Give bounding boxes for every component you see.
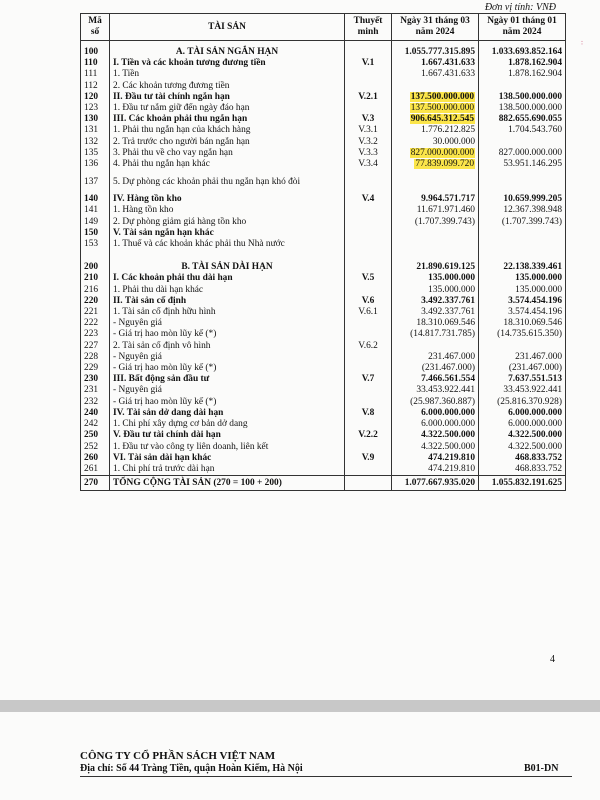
row-code: 229: [84, 363, 99, 374]
row-name: IV. Hàng tồn kho: [113, 194, 182, 205]
row-name: 1. Đầu tư nắm giữ đến ngày đáo hạn: [113, 103, 250, 114]
row-value-2024-03-31: 135.000.000: [428, 273, 475, 284]
table-row: [81, 58, 566, 69]
row-value-2024-01-01: 882.655.690.055: [498, 114, 562, 125]
row-code: 120: [84, 91, 99, 102]
row-value-2024-03-31: 21.890.619.125: [416, 262, 475, 273]
row-value-2024-01-01: 1.878.162.904: [508, 58, 562, 69]
row-note: V.6: [361, 295, 375, 306]
row-note: V.3.4: [358, 159, 378, 170]
row-name: 2. Các khoản tương đương tiền: [113, 80, 230, 91]
row-value-2024-01-01: 3.574.454.196: [508, 295, 562, 306]
row-value-2024-03-31: 474.219.810: [428, 452, 475, 463]
row-code: 137: [84, 176, 99, 187]
row-name: I. Tiền và các khoản tương đương tiền: [113, 58, 266, 69]
table-row: [81, 170, 566, 194]
unit-label: Đơn vị tính: VNĐ: [484, 2, 556, 13]
row-value-2024-01-01: 4.322.500.000: [508, 441, 562, 452]
row-value-2024-01-01: (14.735.615.350): [497, 329, 562, 340]
table-row: [81, 307, 566, 318]
row-name: - Nguyên giá: [113, 351, 162, 362]
table-row: [81, 318, 566, 329]
row-name: 1. Thuế và các khoản khác phải thu Nhà nước: [113, 239, 285, 250]
row-code: 261: [84, 463, 99, 474]
table-row: [81, 47, 566, 58]
row-value-2024-03-31: 1.077.667.935.020: [404, 477, 475, 488]
row-value-2024-01-01: 138.500.000.000: [498, 103, 562, 114]
header-divider: [80, 776, 572, 777]
row-name: 1. Chi phí xây dựng cơ bản dở dang: [113, 419, 248, 430]
row-name: 2. Tài sản cố định vô hình: [113, 340, 211, 351]
row-value-2024-03-31: 474.219.810: [428, 463, 475, 474]
row-value-2024-01-01: 6.000.000.000: [508, 407, 562, 418]
row-note: V.5: [361, 273, 375, 284]
row-name: V. Đầu tư tài chính dài hạn: [113, 430, 221, 441]
row-value-2024-03-31: 137.500.000.000: [410, 103, 474, 114]
row-note: V.3.2: [358, 136, 378, 147]
row-name: 3. Phải thu về cho vay ngắn hạn: [113, 147, 233, 158]
row-value-2024-03-31: (14.817.731.785): [410, 329, 475, 340]
row-value-2024-03-31: 9.964.571.717: [421, 194, 475, 205]
row-code: 210: [84, 273, 99, 284]
row-value-2024-03-31: 3.492.337.761: [421, 307, 475, 318]
table-row: [81, 285, 566, 296]
row-value-2024-03-31: 77.839.099.720: [415, 159, 474, 170]
row-name: IV. Tài sản dở dang dài hạn: [113, 407, 224, 418]
row-code: 223: [84, 329, 99, 340]
table-row: [81, 464, 566, 476]
row-value-2024-03-31: 231.467.000: [428, 351, 475, 362]
table-row: [81, 239, 566, 250]
row-value-2024-01-01: (1.707.399.743): [501, 216, 562, 227]
row-name: - Giá trị hao mòn lũy kế (*): [113, 363, 217, 374]
row-code: 100: [84, 47, 99, 57]
row-value-2024-01-01: 12.367.398.948: [503, 205, 562, 216]
row-code: 216: [84, 284, 99, 295]
form-code: B01-DN: [524, 763, 559, 774]
row-value-2024-03-31: 4.322.500.000: [421, 430, 475, 441]
row-code: 240: [84, 407, 99, 418]
row-code: 130: [84, 114, 99, 125]
header-col2: Ngày 01 tháng 01 năm 2024: [479, 14, 566, 41]
row-note: V.3.3: [358, 147, 378, 158]
row-code: 111: [84, 69, 98, 80]
row-value-2024-03-31: 1.667.431.633: [421, 58, 475, 69]
row-name: II. Tài sản cố định: [113, 295, 187, 306]
row-value-2024-01-01: 468.833.752: [515, 463, 562, 474]
table-row: [81, 273, 566, 284]
table-row: [81, 262, 566, 273]
row-value-2024-03-31: 3.492.337.761: [421, 295, 475, 306]
row-name: A. TÀI SẢN NGẮN HẠN: [175, 47, 279, 57]
row-name: V. Tài sản ngắn hạn khác: [113, 227, 214, 238]
row-value-2024-01-01: 10.659.999.205: [503, 194, 562, 205]
row-value-2024-01-01: 1.878.162.904: [508, 69, 562, 80]
row-value-2024-03-31: 1.055.777.315.895: [404, 47, 475, 57]
table-row: [81, 374, 566, 385]
row-value-2024-01-01: (25.816.370.928): [497, 396, 562, 407]
row-code: 135: [84, 147, 99, 158]
row-value-2024-03-31: 6.000.000.000: [421, 419, 475, 430]
row-name: 1. Tài sản cố định hữu hình: [113, 307, 216, 318]
row-code: 227: [84, 340, 99, 351]
row-code: 260: [84, 452, 99, 463]
row-code: 136: [84, 159, 99, 170]
row-value-2024-03-31: 1.667.431.633: [421, 69, 475, 80]
row-code: 112: [84, 80, 98, 91]
row-name: 1. Phải thu dài hạn khác: [113, 284, 204, 295]
table-row: [81, 114, 566, 125]
row-note: V.2.1: [358, 91, 378, 102]
row-value-2024-01-01: 18.310.069.546: [503, 318, 562, 329]
row-value-2024-01-01: 22.138.339.461: [503, 262, 562, 273]
header-note: Thuyết minh: [345, 14, 392, 41]
table-row: [81, 453, 566, 464]
row-value-2024-01-01: 53.951.146.295: [503, 159, 562, 170]
row-name: TỔNG CỘNG TÀI SẢN (270 = 100 + 200): [113, 477, 282, 488]
row-value-2024-03-31: 30.000.000: [432, 136, 475, 147]
row-code: 228: [84, 351, 99, 362]
table-row: [81, 194, 566, 205]
table-row: [81, 159, 566, 170]
table-row: [81, 217, 566, 228]
row-code: 131: [84, 125, 99, 136]
row-value-2024-03-31: (231.467.000): [421, 363, 475, 374]
row-name: VI. Tài sản dài hạn khác: [113, 452, 212, 463]
row-note: V.3.1: [358, 125, 378, 136]
row-value-2024-03-31: 135.000.000: [428, 284, 475, 295]
row-name: 2. Dự phòng giảm giá hàng tồn kho: [113, 216, 247, 227]
table-row: [81, 296, 566, 307]
row-value-2024-03-31: 18.310.069.546: [416, 318, 475, 329]
row-note: V.7: [361, 374, 375, 385]
table-header-row: [81, 14, 566, 41]
row-name: 1. Đầu tư vào công ty liên doanh, liên kết: [113, 441, 269, 452]
row-note: V.6.2: [358, 340, 378, 351]
row-code: 221: [84, 307, 99, 318]
row-value-2024-03-31: 6.000.000.000: [421, 407, 475, 418]
table-row: [81, 341, 566, 352]
row-value-2024-03-31: 11.671.971.460: [416, 205, 475, 216]
row-value-2024-01-01: 138.500.000.000: [498, 91, 562, 102]
row-value-2024-01-01: 33.453.922.441: [503, 385, 562, 396]
row-name: III. Bất động sản đầu tư: [113, 374, 210, 385]
table-row: [81, 69, 566, 80]
row-name: - Nguyên giá: [113, 318, 162, 329]
row-value-2024-01-01: 1.033.693.852.164: [491, 47, 562, 57]
row-name: 1. Hàng tồn kho: [113, 205, 174, 216]
row-code: 110: [84, 58, 98, 69]
page-number: 4: [550, 654, 555, 665]
row-name: - Nguyên giá: [113, 385, 162, 396]
row-value-2024-03-31: (25.987.360.887): [410, 396, 475, 407]
row-name: - Giá trị hao mòn lũy kế (*): [113, 396, 217, 407]
row-code: 141: [84, 205, 99, 216]
row-name: 1. Tiền: [113, 69, 140, 80]
row-name: 2. Trả trước cho người bán ngắn hạn: [113, 136, 250, 147]
row-code: 270: [84, 477, 99, 488]
row-code: 250: [84, 430, 99, 441]
row-name: III. Các khoản phải thu ngắn hạn: [113, 114, 248, 125]
table-row: [81, 385, 566, 396]
table-row: [81, 329, 566, 340]
balance-sheet-table: [80, 13, 566, 491]
header-code: Mã số: [81, 14, 110, 41]
row-note: V.8: [361, 407, 375, 418]
row-value-2024-01-01: 468.833.752: [515, 452, 562, 463]
row-value-2024-01-01: 231.467.000: [515, 351, 562, 362]
row-value-2024-03-31: 906.645.312.545: [410, 114, 474, 125]
row-value-2024-03-31: 827.000.000.000: [410, 147, 474, 158]
table-row: [81, 408, 566, 419]
table-row: [81, 125, 566, 136]
row-note: V.3: [361, 114, 375, 125]
row-code: 231: [84, 385, 99, 396]
table-row: [81, 81, 566, 92]
row-code: 222: [84, 318, 99, 329]
row-code: 132: [84, 136, 99, 147]
row-code: 200: [84, 262, 99, 273]
margin-handwriting: ··: [577, 40, 586, 46]
row-value-2024-03-31: 137.500.000.000: [410, 91, 474, 102]
row-code: 149: [84, 216, 99, 227]
row-value-2024-03-31: (1.707.399.743): [414, 216, 475, 227]
row-note: V.4: [361, 194, 375, 205]
row-code: 140: [84, 194, 99, 205]
row-name: 4. Phải thu ngắn hạn khác: [113, 159, 210, 170]
row-name: II. Đầu tư tài chính ngắn hạn: [113, 91, 230, 102]
table-row: [81, 205, 566, 216]
table-row: [81, 442, 566, 453]
table-row: [81, 103, 566, 114]
row-value-2024-01-01: 135.000.000: [515, 284, 562, 295]
row-value-2024-01-01: (231.467.000): [508, 363, 562, 374]
table-row: [81, 92, 566, 103]
table-row: [81, 430, 566, 441]
row-value-2024-01-01: 4.322.500.000: [508, 430, 562, 441]
company-address: Địa chỉ: Số 44 Tràng Tiền, quận Hoàn Kiếm, Hà Nội: [80, 763, 303, 774]
row-name: 1. Chi phí trả trước dài hạn: [113, 463, 215, 474]
row-code: 153: [84, 239, 99, 250]
company-name: CÔNG TY CỔ PHẦN SÁCH VIỆT NAM: [80, 750, 276, 762]
row-value-2024-03-31: 33.453.922.441: [416, 385, 475, 396]
table-row: [81, 476, 566, 491]
row-note: V.9: [361, 452, 375, 463]
table-row: [81, 228, 566, 239]
row-value-2024-03-31: 7.466.561.554: [421, 374, 475, 385]
row-value-2024-01-01: 7.637.551.513: [508, 374, 562, 385]
row-name: 1. Phải thu ngắn hạn của khách hàng: [113, 125, 251, 136]
row-value-2024-01-01: 3.574.454.196: [508, 307, 562, 318]
table-row: [81, 352, 566, 363]
table-body: [81, 41, 566, 491]
row-name: 5. Dự phòng các khoản phải thu ngắn hạn khó đòi: [113, 176, 301, 187]
table-row: [81, 419, 566, 430]
next-page: [0, 712, 600, 800]
row-code: 232: [84, 396, 99, 407]
row-note: V.1: [361, 58, 375, 69]
row-name: I. Các khoản phải thu dài hạn: [113, 273, 233, 284]
row-code: 150: [84, 227, 99, 238]
table-row: [81, 363, 566, 374]
table-row: [81, 397, 566, 408]
row-value-2024-01-01: 827.000.000.000: [498, 147, 562, 158]
row-name: B. TÀI SẢN DÀI HẠN: [181, 262, 273, 273]
page-gap: [0, 700, 600, 712]
row-code: 242: [84, 419, 99, 430]
header-col1: Ngày 31 tháng 03 năm 2024: [392, 14, 479, 41]
header-asset: TÀI SẢN: [110, 14, 345, 41]
row-value-2024-01-01: 1.704.543.760: [508, 125, 562, 136]
table-row: [81, 137, 566, 148]
table-row: [81, 148, 566, 159]
row-name: - Giá trị hao mòn lũy kế (*): [113, 329, 217, 340]
row-note: V.2.2: [358, 430, 378, 441]
row-value-2024-03-31: 4.322.500.000: [421, 441, 475, 452]
row-value-2024-01-01: 6.000.000.000: [508, 419, 562, 430]
row-code: 252: [84, 441, 99, 452]
row-code: 220: [84, 295, 99, 306]
row-note: V.6.1: [358, 307, 378, 318]
row-value-2024-03-31: 1.776.212.825: [421, 125, 475, 136]
row-code: 230: [84, 374, 99, 385]
row-value-2024-01-01: 135.000.000: [515, 273, 562, 284]
row-value-2024-01-01: 1.055.832.191.625: [491, 477, 562, 488]
row-code: 123: [84, 103, 99, 114]
